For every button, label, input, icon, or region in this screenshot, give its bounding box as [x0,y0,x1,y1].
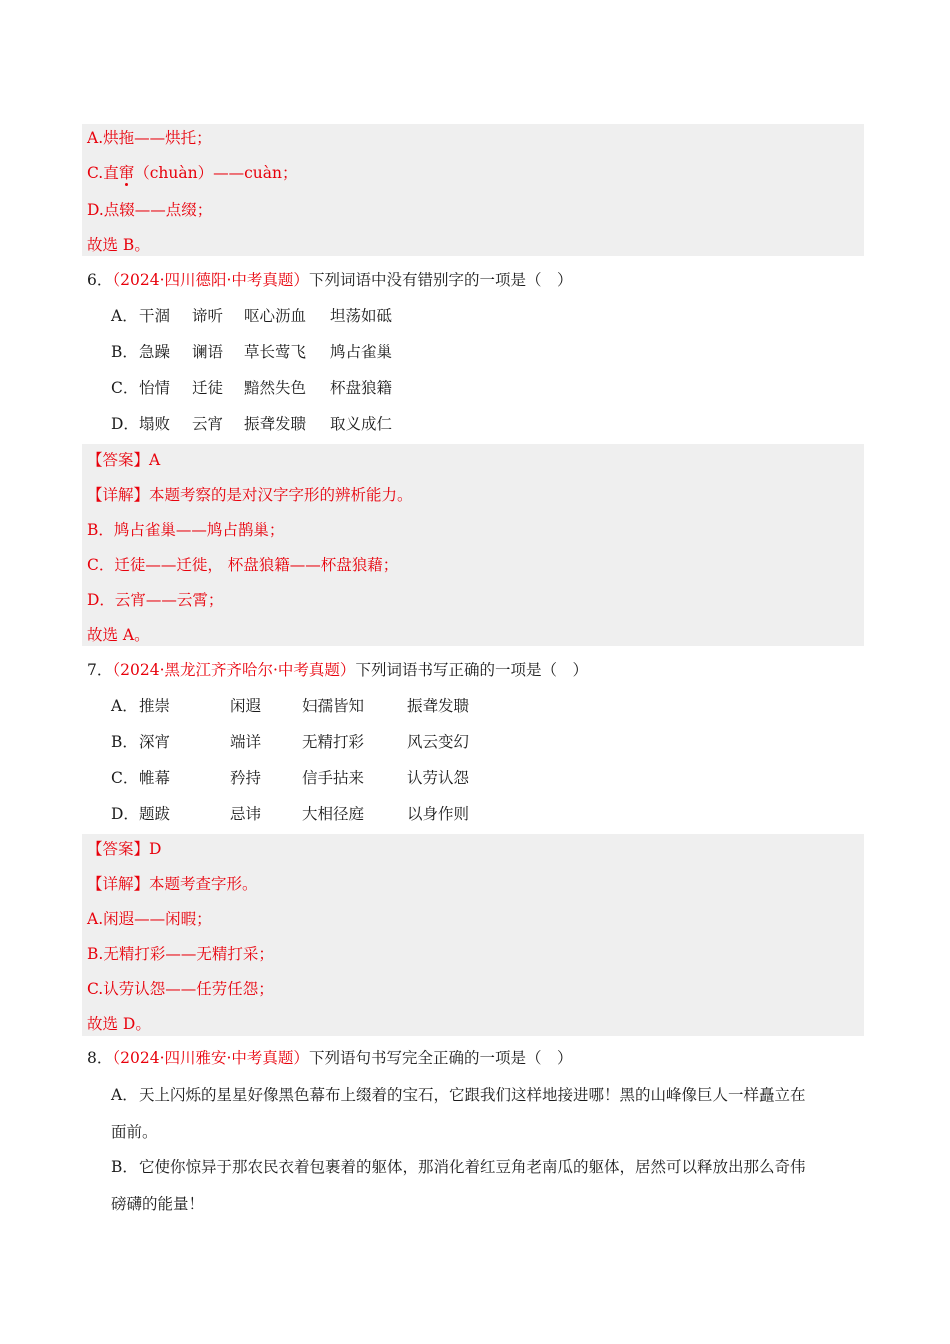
q6-option-word: 振聋发聩 [244,415,307,433]
q7-explanation: 【详解】本题考查字形。 [87,875,258,893]
q6-option-word: 黯然失色 [244,379,307,397]
q7-answer-block [82,834,864,1036]
q8-option-text: 天上闪烁的星星好像黑色幕布上缀着的宝石，它跟我们这样地接进哪！黑的山峰像巨人一样矗立在 [139,1086,806,1104]
q7-option-word: 忌讳 [230,805,262,823]
q7-option-word: 振聋发聩 [407,697,470,715]
q7-option-label: A． [111,697,138,715]
prev-point-a: A.烘拖——烘托； [87,129,212,147]
prev-point-d: D.点辍——点缀； [87,201,213,219]
q7-option-word: 推崇 [139,697,171,715]
q6-option-label: B． [111,343,138,361]
q6-answer: 【答案】A [87,451,161,469]
q7-point-a: A.闲遐——闲暇； [87,910,212,928]
question-stem: 下列词语中没有错别字的一项是（ ） [308,271,573,289]
q6-point-c: C．迁徒——迁徙， 杯盘狼籍——杯盘狼藉； [87,556,399,574]
q6-option-word: 干涸 [139,307,171,325]
q7-conclusion: 故选 D。 [87,1015,151,1033]
q6-option-word: 坦荡如砥 [330,307,393,325]
q8-option-a-cont: 面前。 [111,1123,158,1141]
question-7-heading [87,660,588,680]
q7-point-c: C.认劳认怨——任劳任怨； [87,980,274,998]
q8-option-label: A． [111,1086,138,1104]
q7-option-label: B． [111,733,138,751]
q7-option-word: 闲遐 [230,697,262,715]
q7-option-word: 以身作则 [407,805,470,823]
q6-option-word: 塌败 [139,415,171,433]
q6-option-word: 急躁 [139,343,171,361]
q6-point-d: D．云宵——云霄； [87,591,224,609]
question-number: 8． [87,1049,113,1067]
q6-option-label: A． [111,307,138,325]
question-source: （2024·黑龙江齐齐哈尔·中考真题） [112,661,356,679]
q6-option-word: 怡情 [139,379,171,397]
question-6-heading [87,270,572,290]
q7-option-label: D． [111,805,139,823]
q7-option-word: 风云变幻 [407,733,470,751]
q6-option-word: 杯盘狼籍 [330,379,393,397]
question-number: 7． [87,661,113,679]
q6-point-b: B．鸠占雀巢——鸠占鹊巢； [87,521,285,539]
q7-option-word: 信手拈来 [302,769,365,787]
prev-point-c: C.直窜（chuàn）——cuàn； [87,164,298,182]
q6-option-word: 鸠占雀巢 [330,343,393,361]
q8-option-a [111,1085,806,1105]
q6-option-label: D． [111,415,139,433]
q6-option-word: 谰语 [192,343,224,361]
question-stem: 下列语句书写完全正确的一项是（ ） [308,1049,573,1067]
q7-option-word: 认劳认怨 [407,769,470,787]
q7-option-word: 大相径庭 [302,805,365,823]
question-source: （2024·四川雅安·中考真题） [112,1049,309,1067]
q8-option-label: B． [111,1158,138,1176]
q6-option-word: 取义成仁 [330,415,393,433]
q6-option-word: 谛听 [192,307,224,325]
question-8-heading [87,1048,572,1068]
q6-answer-block [82,444,864,646]
q8-option-text: 它使你惊异于那农民衣着包裹着的躯体，那消化着红豆角老南瓜的躯体，居然可以释放出那么奇伟 [139,1158,806,1176]
question-stem: 下列词语书写正确的一项是（ ） [355,661,588,679]
q7-option-word: 妇孺皆知 [302,697,365,715]
q6-option-word: 迁徒 [192,379,224,397]
q7-option-word: 矜持 [230,769,262,787]
q6-option-word: 草长莺飞 [244,343,307,361]
q7-option-word: 题跋 [139,805,171,823]
question-number: 6． [87,271,113,289]
q7-option-word: 深宵 [139,733,171,751]
q6-conclusion: 故选 A。 [87,626,150,644]
q7-option-word: 无精打彩 [302,733,365,751]
q6-option-label: C． [111,379,139,397]
q7-answer: 【答案】D [87,840,162,858]
q6-option-word: 呕心沥血 [244,307,307,325]
q7-option-word: 帷幕 [139,769,171,787]
question-source: （2024·四川德阳·中考真题） [112,271,309,289]
q6-explanation: 【详解】本题考察的是对汉字字形的辨析能力。 [87,486,413,504]
q7-point-b: B.无精打彩——无精打采； [87,945,274,963]
q7-option-label: C． [111,769,139,787]
prev-conclusion: 故选 B。 [87,236,150,254]
q6-option-word: 云宵 [192,415,224,433]
q8-option-b [111,1157,806,1177]
q8-option-b-cont: 磅礴的能量！ [111,1195,205,1213]
q7-option-word: 端详 [230,733,262,751]
